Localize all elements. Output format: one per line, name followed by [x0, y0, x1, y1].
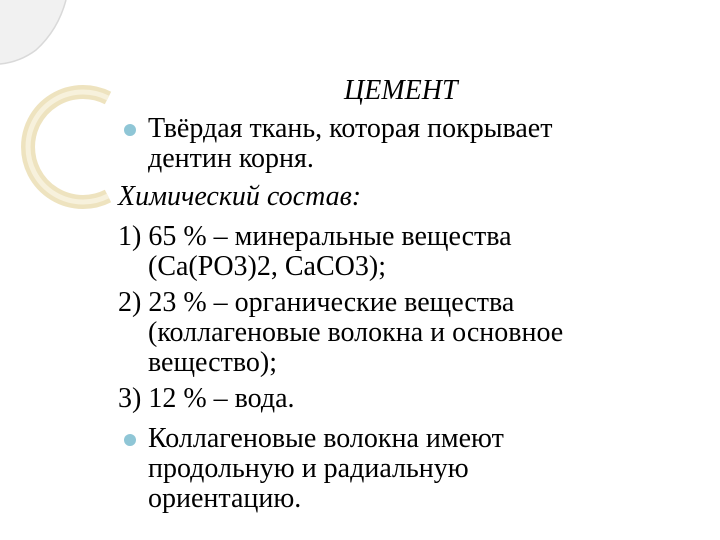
composition-heading: Химический состав: [118, 181, 362, 212]
slide-title: ЦЕМЕНТ [344, 75, 458, 106]
bullet-dot [124, 124, 136, 136]
slide-content [118, 70, 678, 520]
composition-item: вещество); [148, 347, 277, 378]
composition-item: (Ca(PO3)2, CaCO3); [148, 251, 386, 282]
bullet-text: продольную и радиальную [148, 453, 469, 484]
page-curl-decoration [0, 0, 70, 70]
composition-item: 2) 23 % – органические вещества [118, 287, 515, 318]
composition-item: (коллагеновые волокна и основное [148, 317, 564, 348]
bullet-text: Твёрдая ткань, которая покрывает [148, 113, 553, 144]
bullet-dot [124, 434, 136, 446]
bullet-text: дентин корня. [148, 143, 314, 174]
bullet-text: ориентацию. [148, 483, 302, 514]
composition-item: 1) 65 % – минеральные вещества [118, 221, 512, 252]
bullet-text: Коллагеновые волокна имеют [148, 423, 504, 454]
composition-item: 3) 12 % – вода. [118, 383, 295, 414]
